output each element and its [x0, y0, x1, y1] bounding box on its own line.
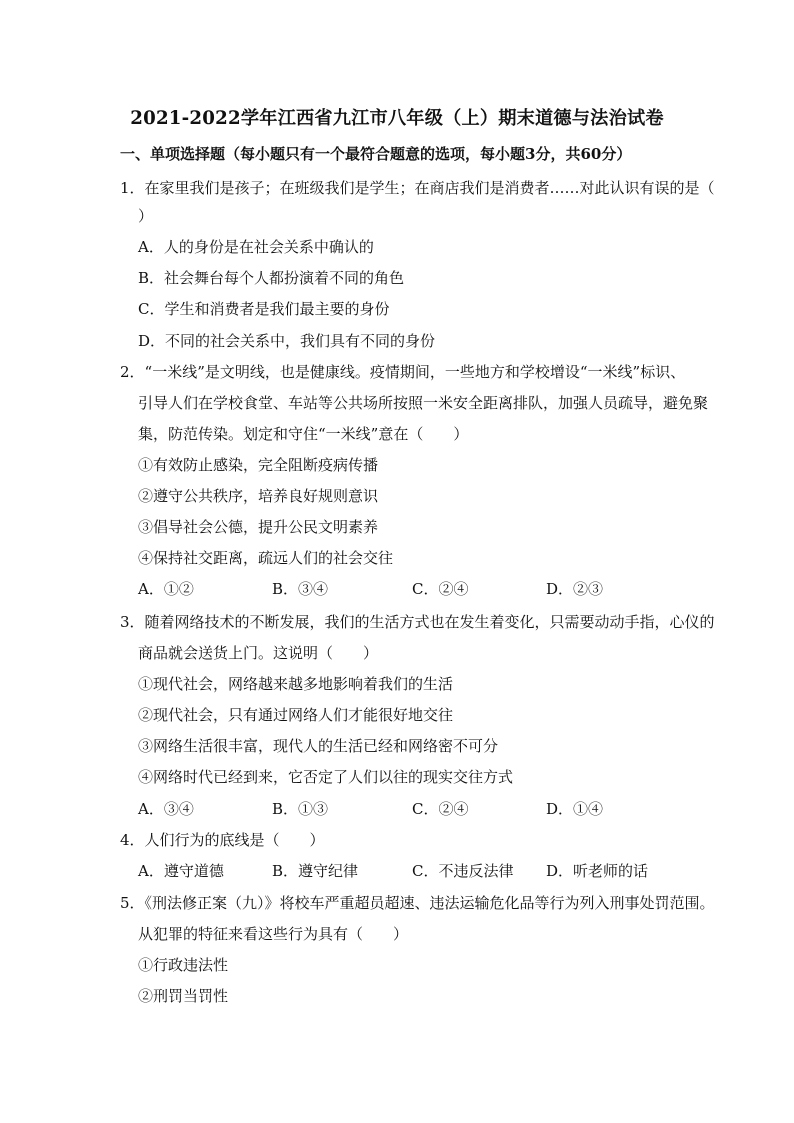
question-1-stem-line-1: 1．在家里我们是孩子；在班级我们是学生；在商店我们是消费者……对此认识有误的是（: [120, 179, 715, 197]
question-2-statement-1: ①有效防止感染，完全阻断疫病传播: [138, 456, 379, 474]
question-2-statement-2: ②遵守公共秩序，培养良好规则意识: [138, 487, 379, 505]
question-1-option-c: C．学生和消费者是我们最主要的身份: [138, 300, 390, 318]
question-2-option-a: A．①②: [138, 580, 194, 598]
question-3-option-b: B．①③: [272, 800, 329, 818]
question-2-stem-line-1: 2．“一米线”是文明线，也是健康线。疫情期间，一些地方和学校增设“一米线”标识、: [120, 363, 686, 381]
question-1-stem-line-2: ）: [138, 207, 154, 225]
question-3-option-a: A．③④: [138, 800, 194, 818]
question-4-stem-line-1: 4．人们行为的底线是（ ）: [120, 831, 325, 849]
question-1-option-d: D．不同的社会关系中，我们具有不同的身份: [138, 332, 436, 350]
section-heading: 一、单项选择题（每小题只有一个最符合题意的选项，每小题3分，共60分）: [120, 145, 632, 163]
question-4-option-d: D．听老师的话: [546, 862, 649, 880]
question-2-statement-4: ④保持社交距离，疏远人们的社会交往: [138, 549, 394, 567]
question-3-stem-line-2: 商品就会送货上门。这说明（ ）: [138, 644, 379, 662]
question-3-stem-line-1: 3．随着网络技术的不断发展，我们的生活方式也在发生着变化，只需要动动手指，心仪的: [120, 613, 715, 631]
question-2-option-d: D．②③: [546, 580, 604, 598]
question-4-option-c: C．不违反法律: [412, 862, 514, 880]
exam-title: 2021-2022学年江西省九江市八年级（上）期末道德与法治试卷: [130, 108, 664, 129]
question-2-option-b: B．③④: [272, 580, 329, 598]
question-1-option-a: A．人的身份是在社会关系中确认的: [138, 238, 374, 256]
question-3-statement-1: ①现代社会，网络越来越多地影响着我们的生活: [138, 675, 454, 693]
question-2-stem-line-3: 集，防范传染。划定和守住“一米线”意在（ ）: [138, 425, 469, 443]
question-5-statement-1: ①行政违法性: [138, 956, 229, 974]
question-2-stem-line-2: 引导人们在学校食堂、车站等公共场所按照一米安全距离排队，加强人员疏导，避免聚: [138, 394, 709, 412]
question-3-option-c: C．②④: [412, 800, 469, 818]
question-5-statement-2: ②刑罚当罚性: [138, 987, 229, 1005]
question-4-option-b: B．遵守纪律: [272, 862, 359, 880]
question-3-option-d: D．①④: [546, 800, 604, 818]
question-5-stem-line-2: 从犯罪的特征来看这些行为具有（ ）: [138, 925, 409, 943]
question-2-option-c: C．②④: [412, 580, 469, 598]
question-3-statement-2: ②现代社会，只有通过网络人们才能很好地交往: [138, 706, 454, 724]
question-2-statement-3: ③倡导社会公德，提升公民文明素养: [138, 518, 379, 536]
question-1-option-b: B．社会舞台每个人都扮演着不同的角色: [138, 269, 405, 287]
question-4-option-a: A．遵守道德: [138, 862, 224, 880]
question-3-statement-4: ④网络时代已经到来，它否定了人们以往的现实交往方式: [138, 768, 514, 786]
question-3-statement-3: ③网络生活很丰富，现代人的生活已经和网络密不可分: [138, 737, 499, 755]
question-5-stem-line-1: 5．《刑法修正案（九）》将校车严重超员超速、违法运输危化品等行为列入刑事处罚范围。: [120, 894, 715, 912]
